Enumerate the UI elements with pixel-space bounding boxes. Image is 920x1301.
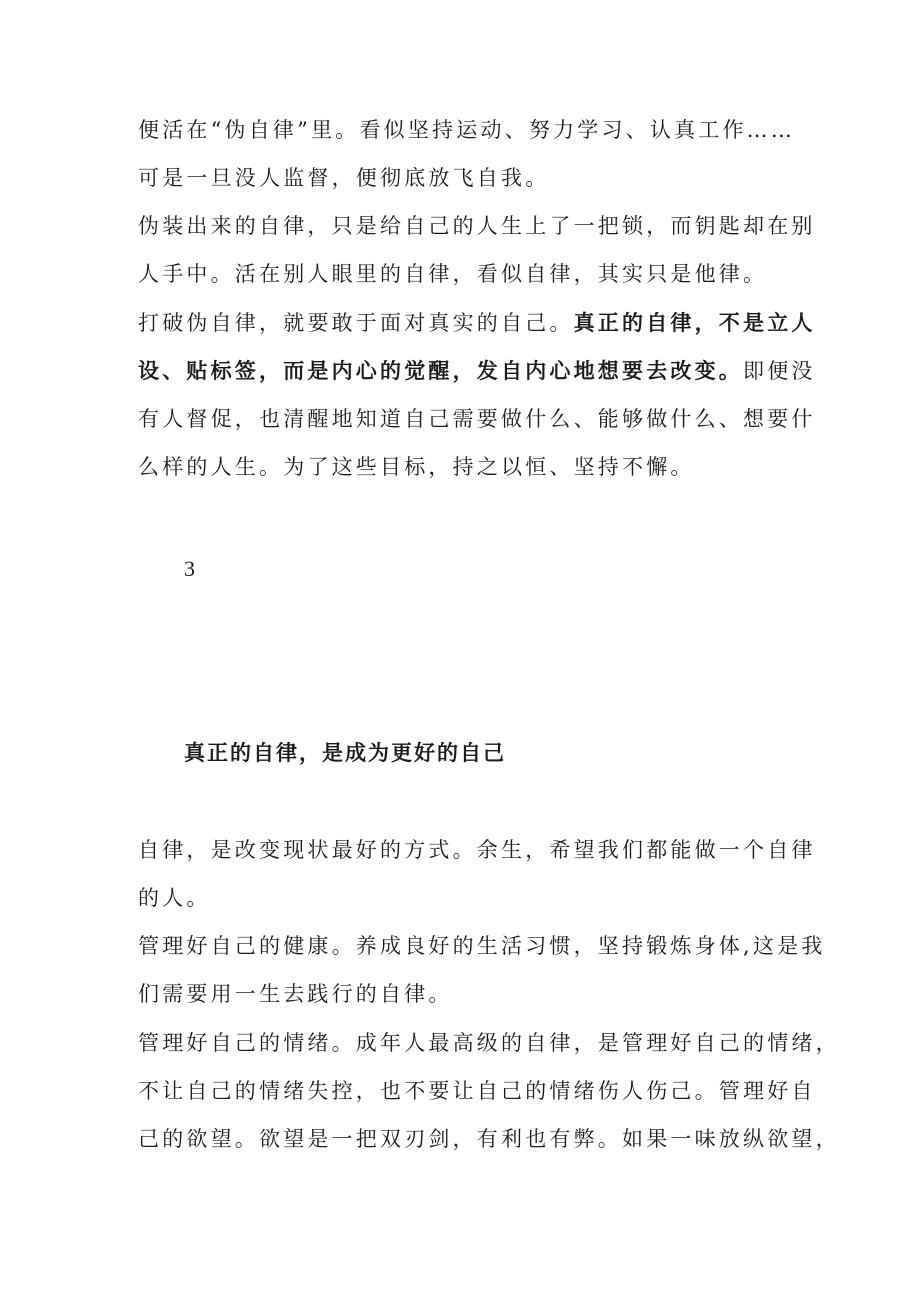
section-heading: 真正的自律，是成为更好的自己 [184, 740, 506, 765]
paragraph-line: 便活在“伪自律”里。看似坚持运动、努力学习、认真工作…… [138, 118, 796, 142]
emphasis-text: 设、贴标签，而是内心的觉醒，发自内心地想要去改变。 [138, 358, 743, 383]
paragraph-line: 己的欲望。欲望是一把双刃剑，有利也有弊。如果一味放纵欲望， [138, 1127, 840, 1151]
plain-text: 打破伪自律，就要敢于面对真实的自己。 [138, 311, 574, 335]
emphasis-text: 真正的自律，不是立人 [573, 310, 816, 335]
paragraph-line [138, 356, 816, 386]
paragraph-line: 么样的人生。为了这些目标，持之以恒、坚持不懈。 [138, 455, 695, 479]
paragraph-line: 不让自己的情绪失控，也不要让自己的情绪伤人伤己。管理好自 [138, 1079, 816, 1103]
paragraph-line: 人手中。活在别人眼里的自律，看似自律，其实只是他律。 [138, 262, 768, 286]
paragraph-line: 管理好自己的健康。养成良好的生活习惯，坚持锻炼身体,这是我 [138, 934, 826, 958]
paragraph-line: 自律，是改变现状最好的方式。余生，希望我们都能做一个自律 [138, 838, 816, 862]
section-number: 3 [184, 556, 195, 581]
paragraph-line [138, 308, 816, 338]
paragraph-line: 管理好自己的情绪。成年人最高级的自律，是管理好自己的情绪， [138, 1031, 840, 1055]
paragraph-line: 伪装出来的自律，只是给自己的人生上了一把锁，而钥匙却在别 [138, 214, 816, 238]
plain-text: 即便没 [743, 359, 816, 383]
paragraph-line: 们需要用一生去践行的自律。 [138, 982, 453, 1006]
paragraph-line: 可是一旦没人监督，便彻底放飞自我。 [138, 166, 550, 190]
paragraph-line: 的人。 [138, 886, 211, 910]
paragraph-line: 有人督促，也清醒地知道自己需要做什么、能够做什么、想要什 [138, 407, 816, 431]
